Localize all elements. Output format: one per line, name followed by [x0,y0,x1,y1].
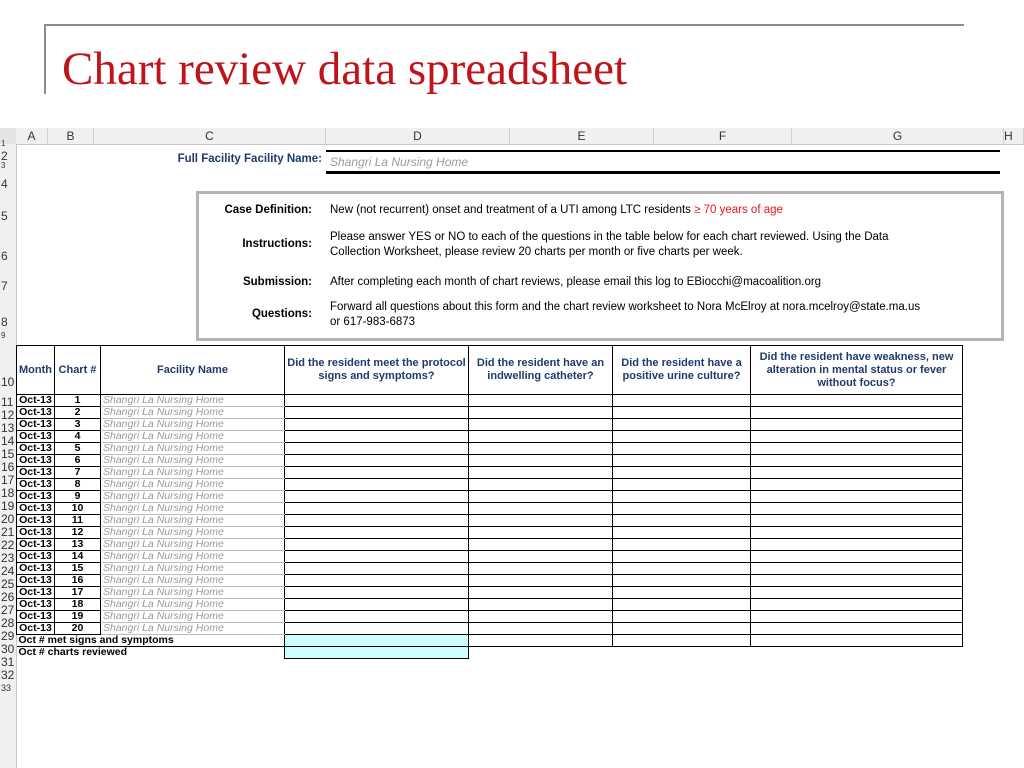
table-row [17,587,963,599]
answer-q3-cell[interactable] [612,587,750,599]
row-header-28[interactable]: 28 [1,616,15,630]
answer-q2-cell[interactable] [468,479,612,491]
answer-q1-cell[interactable] [284,503,468,515]
row-header-5[interactable]: 5 [1,209,8,223]
month-cell[interactable]: Oct-13 [17,611,55,623]
row-header-30[interactable]: 30 [1,642,15,656]
month-cell[interactable]: Oct-13 [17,503,55,515]
month-cell[interactable]: Oct-13 [17,431,55,443]
instructions-label: Instructions: [242,238,312,250]
facility-name-cell[interactable]: Shangri La Nursing Home [100,527,284,539]
table-row [17,599,963,611]
facility-name-cell[interactable]: Shangri La Nursing Home [100,539,284,551]
answer-q3-cell[interactable] [612,431,750,443]
summary-reviewed-value-cell[interactable] [284,647,468,659]
column-header-e[interactable]: E [510,128,654,144]
answer-q4-cell[interactable] [750,587,962,599]
facility-name-label: Full Facility Facility Name: [177,153,322,165]
answer-q4-cell[interactable] [750,611,962,623]
chart-review-table [16,345,963,659]
chart-number-cell[interactable]: 9 [54,491,100,503]
table-row [17,527,963,539]
submission-text: After completing each month of chart reviews, please email this log to EBiocchi@macoalition.org [330,276,822,288]
answer-q2-cell[interactable] [468,431,612,443]
month-cell[interactable]: Oct-13 [17,527,55,539]
facility-name-cell[interactable]: Shangri La Nursing Home [100,575,284,587]
answer-q2-cell[interactable] [468,395,612,407]
questions-line-1: Forward all questions about this form and the chart review worksheet to Nora McElroy at nora.mcelroy@state.ma.us [330,301,921,313]
answer-q1-cell[interactable] [284,479,468,491]
answer-q3-cell[interactable] [612,407,750,419]
answer-q3-cell[interactable] [612,539,750,551]
chart-number-cell[interactable]: 20 [54,623,100,635]
answer-q4-cell[interactable] [750,479,962,491]
answer-q1-cell[interactable] [284,575,468,587]
chart-number-cell[interactable]: 13 [54,539,100,551]
column-header-b[interactable]: B [48,128,94,144]
summary-reviewed-cell-e [468,647,612,659]
table-row [17,407,963,419]
facility-name-field[interactable] [326,150,1000,174]
month-cell[interactable]: Oct-13 [17,407,55,419]
chart-number-cell[interactable]: 16 [54,575,100,587]
row-header-29[interactable]: 29 [1,629,15,643]
facility-name-cell[interactable]: Shangri La Nursing Home [100,467,284,479]
answer-q3-cell[interactable] [612,611,750,623]
table-row [17,551,963,563]
chart-number-cell[interactable]: 1 [54,395,100,407]
table-row [17,503,963,515]
answer-q4-cell[interactable] [750,431,962,443]
month-cell[interactable]: Oct-13 [17,467,55,479]
answer-q1-cell[interactable] [284,539,468,551]
month-cell[interactable]: Oct-13 [17,551,55,563]
title-rule-vertical [44,24,46,94]
answer-q4-cell[interactable] [750,527,962,539]
row-header-7[interactable]: 7 [1,279,8,293]
summary-reviewed-label: Oct # charts reviewed [18,646,128,659]
chart-number-cell[interactable]: 6 [54,455,100,467]
chart-number-cell[interactable]: 14 [54,551,100,563]
answer-q1-cell[interactable] [284,431,468,443]
facility-name-cell[interactable]: Shangri La Nursing Home [100,407,284,419]
row-header-25[interactable]: 25 [1,577,15,591]
answer-q2-cell[interactable] [468,491,612,503]
answer-q1-cell[interactable] [284,527,468,539]
summary-met-cell-g[interactable] [750,635,962,647]
case-definition-text [330,203,783,218]
answer-q4-cell[interactable] [750,395,962,407]
answer-q4-cell[interactable] [750,575,962,587]
answer-q2-cell[interactable] [468,407,612,419]
month-cell[interactable]: Oct-13 [17,455,55,467]
column-header-g[interactable]: G [792,128,1004,144]
column-header-d[interactable]: D [326,128,510,144]
answer-q3-cell[interactable] [612,467,750,479]
month-cell[interactable]: Oct-13 [17,443,55,455]
submission-label: Submission: [242,276,312,288]
answer-q3-cell[interactable] [612,491,750,503]
answer-q1-cell[interactable] [284,563,468,575]
chart-number-cell[interactable]: 19 [54,611,100,623]
facility-name-cell[interactable]: Shangri La Nursing Home [100,587,284,599]
header-q2-catheter[interactable]: Did the resident have an indwelling catheter? [468,346,612,395]
answer-q2-cell[interactable] [468,539,612,551]
answer-q4-cell[interactable] [750,515,962,527]
table-row [17,443,963,455]
answer-q2-cell[interactable] [468,551,612,563]
slide-title: Chart review data spreadsheet [62,43,628,95]
summary-met-value-cell[interactable] [284,635,468,647]
table-row [17,479,963,491]
row-header-31[interactable]: 31 [1,655,15,669]
month-cell[interactable]: Oct-13 [17,623,55,635]
answer-q1-cell[interactable] [284,623,468,635]
answer-q1-cell[interactable] [284,611,468,623]
table-row [17,467,963,479]
chart-number-cell[interactable]: 15 [54,563,100,575]
row-header-2[interactable]: 2 [1,149,8,163]
row-header-26[interactable]: 26 [1,590,15,604]
answer-q2-cell[interactable] [468,575,612,587]
chart-number-cell[interactable]: 12 [54,527,100,539]
facility-name-cell[interactable]: Shangri La Nursing Home [100,623,284,635]
chart-number-cell[interactable]: 5 [54,443,100,455]
facility-name-cell[interactable]: Shangri La Nursing Home [100,443,284,455]
facility-name-cell[interactable]: Shangri La Nursing Home [100,419,284,431]
table-row [17,539,963,551]
questions-label: Questions: [251,308,312,320]
chart-number-cell[interactable]: 11 [54,515,100,527]
answer-q3-cell[interactable] [612,395,750,407]
facility-name-cell[interactable]: Shangri La Nursing Home [100,455,284,467]
answer-q3-cell[interactable] [612,503,750,515]
row-header-13[interactable]: 13 [1,421,15,435]
month-cell[interactable]: Oct-13 [17,515,55,527]
table-row [17,455,963,467]
answer-q4-cell[interactable] [750,599,962,611]
header-month[interactable]: Month [17,346,55,395]
answer-q3-cell[interactable] [612,515,750,527]
table-row [17,395,963,407]
summary-met-label: Oct # met signs and symptoms [17,635,285,647]
answer-q4-cell[interactable] [750,623,962,635]
header-facility-name[interactable]: Facility Name [100,346,284,395]
summary-met-cell-f[interactable] [612,635,750,647]
chart-number-cell[interactable]: 8 [54,479,100,491]
row-header-15[interactable]: 15 [1,447,15,461]
instructions-line-2: Collection Worksheet, please review 20 charts per month or five charts per week. [330,246,743,258]
row-header-9[interactable]: 9 [1,331,6,340]
answer-q3-cell[interactable] [612,623,750,635]
chart-number-cell[interactable]: 2 [54,407,100,419]
facility-name-cell[interactable]: Shangri La Nursing Home [100,395,284,407]
row-header-32[interactable]: 32 [1,668,15,682]
table-header-row [17,346,963,395]
answer-q1-cell[interactable] [284,407,468,419]
answer-q2-cell[interactable] [468,623,612,635]
answer-q2-cell[interactable] [468,467,612,479]
table-row [17,563,963,575]
spreadsheet [0,128,1024,768]
row-header-3[interactable]: 3 [1,161,6,170]
answer-q1-cell[interactable] [284,599,468,611]
row-header-24[interactable]: 24 [1,564,15,578]
answer-q3-cell[interactable] [612,551,750,563]
row-header-20[interactable]: 20 [1,512,15,526]
row-header-18[interactable]: 18 [1,486,15,500]
answer-q3-cell[interactable] [612,455,750,467]
facility-name-value: Shangri La Nursing Home [330,155,469,169]
row-header-27[interactable]: 27 [1,603,15,617]
answer-q4-cell[interactable] [750,563,962,575]
chart-number-cell[interactable]: 7 [54,467,100,479]
chart-number-cell[interactable]: 3 [54,419,100,431]
row-header-bar [0,139,17,768]
facility-name-cell[interactable]: Shangri La Nursing Home [100,599,284,611]
answer-q3-cell[interactable] [612,527,750,539]
row-header-4[interactable]: 4 [1,177,8,191]
month-cell[interactable]: Oct-13 [17,575,55,587]
month-cell[interactable]: Oct-13 [17,419,55,431]
table-row [17,515,963,527]
column-header-a[interactable]: A [16,128,48,144]
answer-q1-cell[interactable] [284,419,468,431]
facility-name-cell[interactable]: Shangri La Nursing Home [100,503,284,515]
column-header-bar [0,128,1024,145]
header-chart-number[interactable]: Chart # [54,346,100,395]
answer-q1-cell[interactable] [284,395,468,407]
column-header-c[interactable]: C [94,128,326,144]
answer-q2-cell[interactable] [468,563,612,575]
row-header-6[interactable]: 6 [1,249,8,263]
answer-q4-cell[interactable] [750,551,962,563]
month-cell[interactable]: Oct-13 [17,539,55,551]
row-header-12[interactable]: 12 [1,408,15,422]
month-cell[interactable]: Oct-13 [17,587,55,599]
chart-number-cell[interactable]: 4 [54,431,100,443]
answer-q4-cell[interactable] [750,503,962,515]
table-body [17,395,963,635]
case-definition-main: New (not recurrent) onset and treatment of a UTI among LTC residents [330,204,691,216]
title-rule-horizontal [44,24,964,26]
answer-q4-cell[interactable] [750,467,962,479]
answer-q2-cell[interactable] [468,515,612,527]
column-header-h[interactable]: H [1004,128,1024,144]
summary-reviewed-cell-g [750,647,962,659]
answer-q2-cell[interactable] [468,599,612,611]
case-definition-age: ≥ 70 years of age [694,204,783,216]
facility-name-cell[interactable]: Shangri La Nursing Home [100,551,284,563]
answer-q1-cell[interactable] [284,455,468,467]
answer-q2-cell[interactable] [468,527,612,539]
answer-q2-cell[interactable] [468,419,612,431]
row-header-17[interactable]: 17 [1,473,15,487]
summary-reviewed-cell-f [612,647,750,659]
row-header-8[interactable]: 8 [1,315,8,329]
table-row [17,419,963,431]
answer-q1-cell[interactable] [284,551,468,563]
answer-q1-cell[interactable] [284,515,468,527]
month-cell[interactable]: Oct-13 [17,395,55,407]
case-definition-label: Case Definition: [224,204,312,216]
month-cell[interactable]: Oct-13 [17,599,55,611]
facility-name-cell[interactable]: Shangri La Nursing Home [100,563,284,575]
answer-q4-cell[interactable] [750,491,962,503]
answer-q1-cell[interactable] [284,587,468,599]
answer-q1-cell[interactable] [284,467,468,479]
row-header-21[interactable]: 21 [1,525,15,539]
column-header-f[interactable]: F [654,128,792,144]
row-header-14[interactable]: 14 [1,434,15,448]
month-cell[interactable]: Oct-13 [17,563,55,575]
answer-q3-cell[interactable] [612,443,750,455]
header-q3-urine-culture[interactable]: Did the resident have a positive urine culture? [612,346,750,395]
answer-q1-cell[interactable] [284,443,468,455]
table-row [17,611,963,623]
answer-q3-cell[interactable] [612,419,750,431]
header-q1-signs-symptoms[interactable]: Did the resident meet the protocol signs and symptoms? [284,346,468,395]
instructions-line-1: Please answer YES or NO to each of the questions in the table below for each chart reviewed. Using the Data [330,231,889,243]
header-q4-weakness-fever[interactable]: Did the resident have weakness, new alteration in mental status or fever without focus? [750,346,962,395]
chart-number-cell[interactable]: 18 [54,599,100,611]
answer-q4-cell[interactable] [750,539,962,551]
answer-q2-cell[interactable] [468,611,612,623]
answer-q4-cell[interactable] [750,407,962,419]
row-header-16[interactable]: 16 [1,460,15,474]
row-header-19[interactable]: 19 [1,499,15,513]
row-header-33[interactable]: 33 [1,683,12,693]
answer-q1-cell[interactable] [284,491,468,503]
summary-met-cell-e[interactable] [468,635,612,647]
answer-q3-cell[interactable] [612,479,750,491]
row-header-22[interactable]: 22 [1,538,15,552]
table-row [17,623,963,635]
answer-q2-cell[interactable] [468,443,612,455]
answer-q4-cell[interactable] [750,455,962,467]
facility-name-cell[interactable]: Shangri La Nursing Home [100,479,284,491]
summary-row-met [17,635,963,647]
month-cell[interactable]: Oct-13 [17,479,55,491]
answer-q4-cell[interactable] [750,419,962,431]
facility-name-cell[interactable]: Shangri La Nursing Home [100,431,284,443]
row-header-1[interactable]: 1 [1,139,6,148]
row-header-10[interactable]: 10 [1,375,15,389]
answer-q2-cell[interactable] [468,503,612,515]
facility-name-cell[interactable]: Shangri La Nursing Home [100,611,284,623]
answer-q3-cell[interactable] [612,563,750,575]
answer-q2-cell[interactable] [468,587,612,599]
chart-number-cell[interactable]: 17 [54,587,100,599]
facility-name-cell[interactable]: Shangri La Nursing Home [100,515,284,527]
table-row [17,431,963,443]
summary-row-reviewed [17,647,963,659]
answer-q2-cell[interactable] [468,455,612,467]
answer-q3-cell[interactable] [612,599,750,611]
questions-line-2: or 617-983-6873 [330,316,416,328]
answer-q3-cell[interactable] [612,575,750,587]
month-cell[interactable]: Oct-13 [17,491,55,503]
answer-q4-cell[interactable] [750,443,962,455]
facility-name-cell[interactable]: Shangri La Nursing Home [100,491,284,503]
table-row [17,491,963,503]
chart-number-cell[interactable]: 10 [54,503,100,515]
row-header-23[interactable]: 23 [1,551,15,565]
table-row [17,575,963,587]
row-header-11[interactable]: 11 [1,395,14,409]
